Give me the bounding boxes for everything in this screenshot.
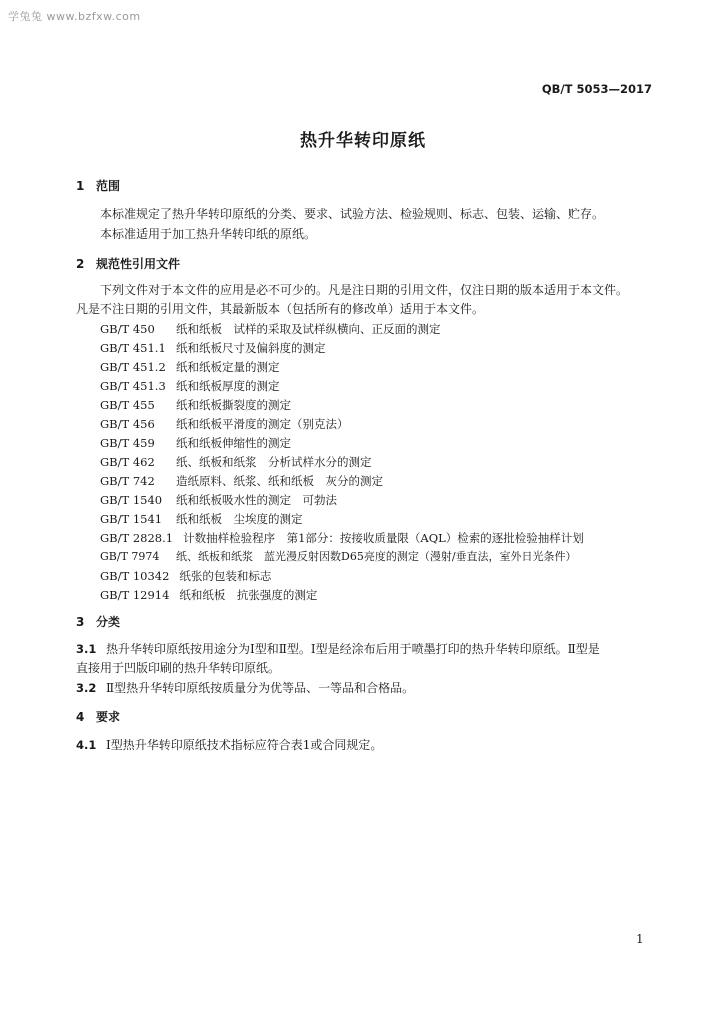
section-title: 规范性引用文件 (96, 257, 181, 271)
clause-number: 4.1 (76, 738, 97, 752)
standard-number: QB/T 5053—2017 (541, 82, 652, 96)
reference-title: 纸和纸板撕裂度的测定 (176, 398, 291, 412)
section-heading-classification (76, 614, 120, 630)
reference-code: GB/T 742 (100, 474, 155, 488)
reference-title: 计数抽样检验程序 第1部分：按接收质量限（AQL）检索的逐批检验抽样计划 (183, 531, 584, 545)
document-title: 热升华转印原纸 (300, 131, 426, 151)
reference-code: GB/T 455 (100, 398, 155, 412)
clause-number: 3.1 (76, 642, 97, 656)
clause-3-1 (76, 641, 600, 657)
reference-title: 纸和纸板平滑度的测定（别克法） (176, 417, 349, 431)
reference-code: GB/T 12914 (100, 588, 170, 602)
reference-title: 纸和纸板 抗张强度的测定 (179, 588, 318, 602)
clause-text: Ⅱ型热升华转印原纸按质量分为优等品、一等品和合格品。 (106, 681, 415, 695)
reference-item (100, 416, 349, 432)
reference-item (100, 340, 326, 356)
reference-title: 纸和纸板定量的测定 (176, 360, 280, 374)
reference-title: 纸和纸板尺寸及偏斜度的测定 (176, 341, 326, 355)
clause-continuation: 直接用于凹版印刷的热升华转印原纸。 (76, 661, 281, 675)
reference-code: GB/T 7974 (100, 550, 160, 563)
paragraph-continuation: 凡是不注日期的引用文件，其最新版本（包括所有的修改单）适用于本文件。 (76, 302, 485, 316)
reference-title: 纸和纸板 试样的采取及试样纵横向、正反面的测定 (176, 322, 441, 336)
reference-item (100, 530, 584, 546)
section-heading-scope (76, 178, 120, 194)
paragraph: 本标准适用于加工热升华转印纸的原纸。 (100, 227, 317, 241)
page-number: 1 (636, 932, 644, 946)
reference-code: GB/T 462 (100, 455, 155, 469)
reference-code: GB/T 1541 (100, 512, 163, 526)
section-heading-requirements (76, 709, 120, 725)
section-title: 分类 (96, 615, 121, 629)
section-heading-normative-references (76, 256, 180, 272)
clause-text: 热升华转印原纸按用途分为Ⅰ型和Ⅱ型。Ⅰ型是经涂布后用于喷墨打印的热升华转印原纸。Ⅱ型是 (106, 642, 600, 656)
reference-item (100, 378, 280, 394)
reference-item (100, 511, 303, 527)
clause-number: 3.2 (76, 681, 97, 695)
clause-4-1 (76, 737, 382, 753)
reference-title: 纸和纸板伸缩性的测定 (176, 436, 291, 450)
reference-item (100, 587, 317, 603)
section-number: 4 (76, 710, 85, 724)
section-title: 要求 (96, 710, 121, 724)
clause-3-2 (76, 680, 414, 696)
reference-item (100, 549, 577, 565)
paragraph: 本标准规定了热升华转印原纸的分类、要求、试验方法、检验规则、标志、包装、运输、贮存。 (100, 207, 605, 221)
reference-item (100, 359, 280, 375)
reference-code: GB/T 450 (100, 322, 155, 336)
section-title: 范围 (96, 179, 121, 193)
section-number: 2 (76, 257, 85, 271)
reference-item (100, 435, 291, 451)
reference-item (100, 454, 372, 470)
reference-code: GB/T 2828.1 (100, 531, 174, 545)
clause-text: Ⅰ型热升华转印原纸技术指标应符合表1或合同规定。 (106, 738, 383, 752)
section-number: 1 (76, 179, 85, 193)
reference-title: 纸和纸板厚度的测定 (176, 379, 280, 393)
reference-code: GB/T 451.2 (100, 360, 166, 374)
reference-item (100, 397, 291, 413)
reference-item (100, 321, 441, 337)
reference-code: GB/T 1540 (100, 493, 163, 507)
reference-title: 造纸原料、纸浆、纸和纸板 灰分的测定 (176, 474, 383, 488)
reference-code: GB/T 459 (100, 436, 155, 450)
reference-title: 纸、纸板和纸浆 蓝光漫反射因数D65亮度的测定（漫射/垂直法，室外日光条件） (176, 550, 577, 563)
reference-title: 纸和纸板 尘埃度的测定 (176, 512, 303, 526)
reference-code: GB/T 456 (100, 417, 155, 431)
watermark: 学兔兔 www.bzfxw.com (8, 10, 141, 23)
section-number: 3 (76, 615, 85, 629)
reference-title: 纸张的包装和标志 (179, 569, 272, 583)
paragraph: 下列文件对于本文件的应用是必不可少的。凡是注日期的引用文件，仅注日期的版本适用于本文件。 (100, 283, 629, 297)
reference-code: GB/T 10342 (100, 569, 170, 583)
reference-code: GB/T 451.1 (100, 341, 166, 355)
reference-item (100, 492, 337, 508)
reference-title: 纸、纸板和纸浆 分析试样水分的测定 (176, 455, 372, 469)
reference-item (100, 568, 271, 584)
reference-code: GB/T 451.3 (100, 379, 166, 393)
reference-title: 纸和纸板吸水性的测定 可勃法 (176, 493, 337, 507)
reference-item (100, 473, 383, 489)
